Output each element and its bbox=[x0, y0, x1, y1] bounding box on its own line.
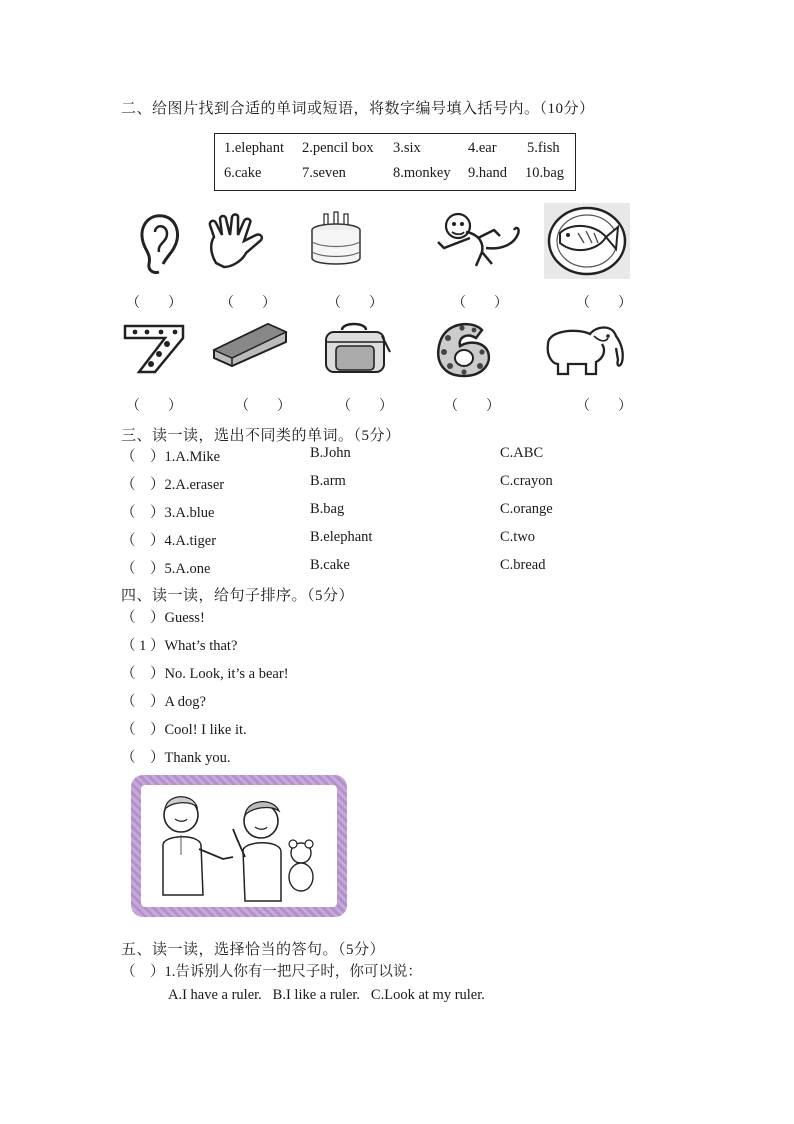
answer-paren[interactable]: （ ） bbox=[327, 296, 383, 311]
option-a: 1.A.Mike bbox=[164, 449, 221, 465]
answer-paren[interactable]: （ ） bbox=[235, 399, 291, 414]
word-bank-item: 3.six bbox=[393, 140, 421, 156]
word-bank-item: 2.pencil box bbox=[302, 140, 374, 156]
answer-paren[interactable]: （ ） bbox=[121, 666, 165, 682]
question-row bbox=[121, 557, 210, 578]
word-bank-box bbox=[214, 133, 576, 191]
sentence-text: What’s that? bbox=[164, 638, 238, 654]
answer-paren[interactable]: （ ） bbox=[121, 694, 165, 710]
answer-paren[interactable]: （ ） bbox=[121, 449, 165, 465]
option-c: C.orange bbox=[500, 501, 553, 517]
answer-paren[interactable]: （ ） bbox=[337, 399, 393, 414]
answer-paren[interactable]: （ ） bbox=[121, 610, 165, 626]
sentence-row bbox=[121, 690, 206, 711]
option-a: 5.A.one bbox=[164, 561, 211, 577]
question-row bbox=[121, 501, 214, 522]
answer-paren[interactable]: （ ） bbox=[444, 399, 500, 414]
sentence-row bbox=[121, 662, 289, 683]
question-row bbox=[121, 529, 216, 550]
dialogue-illustration bbox=[131, 775, 347, 917]
answer-paren[interactable]: （ ） bbox=[121, 533, 165, 549]
ear-icon bbox=[133, 210, 183, 276]
answer-paren[interactable]: （ ） bbox=[121, 722, 165, 738]
section5-heading: 五、读一读，选择恰当的答句。（5分） bbox=[121, 942, 386, 958]
number-seven-icon bbox=[121, 324, 187, 374]
answer-paren[interactable]: （ ） bbox=[126, 399, 182, 414]
sentence-text: Guess! bbox=[164, 610, 205, 626]
sentence-row bbox=[121, 634, 237, 655]
monkey-icon bbox=[432, 208, 524, 272]
section2-heading: 二、给图片找到合适的单词或短语，将数字编号填入括号内。（10分） bbox=[121, 101, 595, 117]
sentence-row bbox=[121, 746, 231, 767]
word-bank-item: 5.fish bbox=[527, 140, 560, 156]
answer-paren[interactable]: （ ） bbox=[576, 399, 632, 414]
word-bank-item: 6.cake bbox=[224, 165, 262, 181]
answer-paren[interactable]: （ 1 ） bbox=[121, 638, 165, 654]
question-text: 1.告诉别人你有一把尺子时，你可以说： bbox=[164, 964, 422, 980]
word-bank-item: 4.ear bbox=[468, 140, 497, 156]
option-a: 2.A.eraser bbox=[164, 477, 225, 493]
hand-icon bbox=[206, 213, 270, 271]
answer-paren[interactable]: （ ） bbox=[452, 296, 508, 311]
bag-icon bbox=[320, 322, 392, 376]
option-b: B.bag bbox=[310, 501, 345, 517]
option-c: C.bread bbox=[500, 557, 546, 573]
pencil-box-icon bbox=[208, 320, 290, 368]
section3-heading: 三、读一读，选出不同类的单词。（5分） bbox=[121, 428, 401, 444]
sentence-text: No. Look, it’s a bear! bbox=[164, 666, 289, 682]
sentence-row bbox=[121, 606, 205, 627]
option-b: B.cake bbox=[310, 557, 350, 573]
answer-paren[interactable]: （ ） bbox=[121, 964, 165, 980]
number-six-icon bbox=[432, 320, 496, 378]
answer-paren[interactable]: （ ） bbox=[121, 561, 165, 577]
question-row bbox=[121, 473, 224, 494]
option-b: B.John bbox=[310, 445, 351, 461]
answer-paren[interactable]: （ ） bbox=[121, 477, 165, 493]
cake-icon bbox=[306, 210, 366, 268]
sentence-row bbox=[121, 718, 247, 739]
word-bank-item: 7.seven bbox=[302, 165, 346, 181]
option-c: C.two bbox=[500, 529, 536, 545]
elephant-icon bbox=[538, 318, 630, 376]
answer-paren[interactable]: （ ） bbox=[121, 505, 165, 521]
word-bank-item: 10.bag bbox=[525, 165, 565, 181]
word-bank-item: 1.elephant bbox=[224, 140, 284, 156]
sentence-text: A dog? bbox=[164, 694, 206, 710]
question-row bbox=[121, 960, 422, 981]
answer-paren[interactable]: （ ） bbox=[126, 296, 182, 311]
two-boys-with-teddy-bear-illustration bbox=[141, 785, 337, 907]
option-b: B.elephant bbox=[310, 529, 373, 545]
option-a: 3.A.blue bbox=[164, 505, 215, 521]
question-row bbox=[121, 445, 220, 466]
section4-heading: 四、读一读，给句子排序。（5分） bbox=[121, 588, 355, 604]
answer-options: A.I have a ruler. B.I like a ruler. C.Look at my ruler. bbox=[168, 987, 485, 1003]
word-bank-item: 8.monkey bbox=[393, 165, 451, 181]
answer-paren[interactable]: （ ） bbox=[576, 296, 632, 311]
sentence-text: Cool! I like it. bbox=[164, 722, 247, 738]
sentence-text: Thank you. bbox=[164, 750, 231, 766]
answer-paren[interactable]: （ ） bbox=[121, 750, 165, 766]
option-c: C.ABC bbox=[500, 445, 544, 461]
word-bank-item: 9.hand bbox=[468, 165, 508, 181]
answer-paren[interactable]: （ ） bbox=[220, 296, 276, 311]
option-b: B.arm bbox=[310, 473, 346, 489]
fish-icon bbox=[544, 203, 630, 279]
option-c: C.crayon bbox=[500, 473, 553, 489]
option-a: 4.A.tiger bbox=[164, 533, 217, 549]
